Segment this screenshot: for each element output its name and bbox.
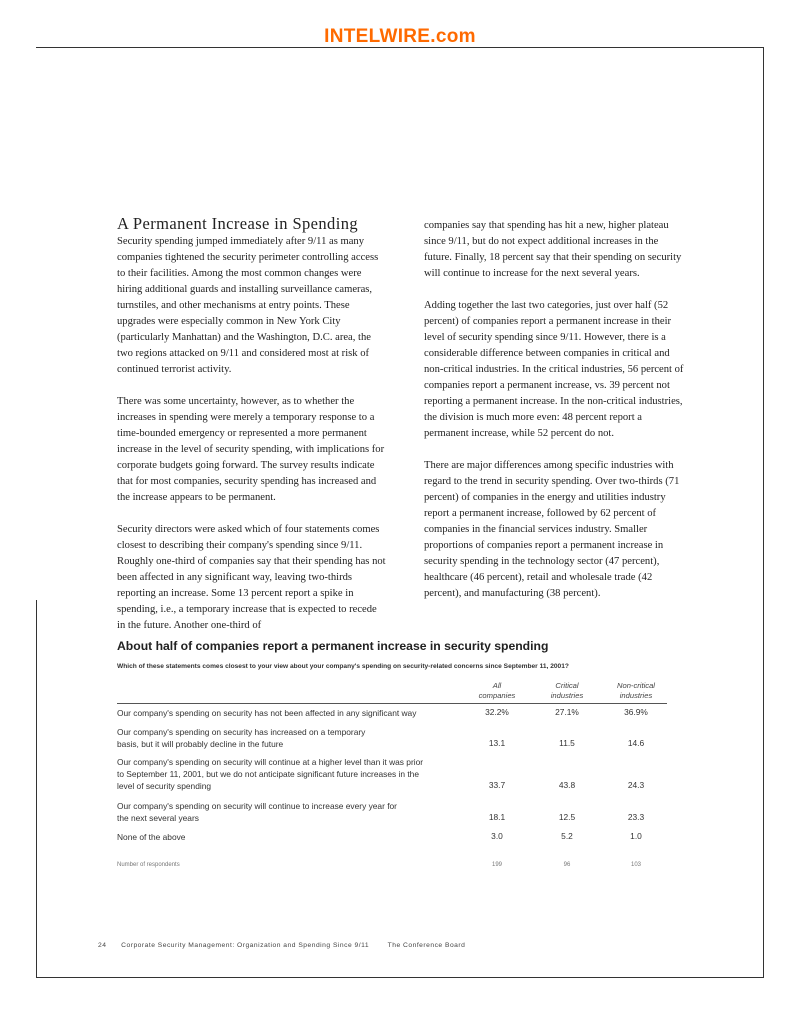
column-header-line: Critical: [555, 681, 579, 690]
column-header-non-critical: [602, 681, 670, 701]
paragraph: Security directors were asked which of four statements comes closest to describing their company's spending since 9/11. Roughly one-third of companies say that their spending has not been affected in any significant way, leaving two-thirds reporting an increase. Some 13 percent report a spike in spending, i.e., a temporary increase that is expected to recede in the future. Another one-third of: [117, 524, 386, 631]
column-header-line: All: [492, 681, 502, 690]
table-cell: 43.8: [558, 780, 576, 790]
column-header-critical: [537, 681, 597, 701]
site-banner: INTELWIRE.com: [324, 26, 476, 47]
frame-right-rule: [763, 47, 764, 977]
table-cell: 12.5: [558, 812, 576, 822]
article-heading: A Permanent Increase in Spending: [117, 214, 358, 233]
column-header-line: industries: [619, 691, 653, 700]
table-question: Which of these statements comes closest to your view about your company's spending on security-related concerns since September 11, 2001?: [117, 663, 569, 670]
table-cell: 24.3: [627, 780, 645, 790]
table-cell: 23.3: [627, 812, 645, 822]
table-cell: 36.9%: [624, 707, 648, 717]
table-cell: 5.2: [561, 831, 573, 841]
table-cell: 14.6: [627, 738, 645, 748]
page-number: 24: [98, 942, 107, 949]
table-title: About half of companies report a permanent increase in security spending: [117, 639, 549, 653]
frame-bottom-rule: [36, 977, 764, 978]
table-cell: 1.0: [630, 831, 642, 841]
paragraph: There was some uncertainty, however, as to whether the increases in spending were merely a temporary response to a time-bounded emergency or represented a more permanent increase in the level of security spending, with implications for corporate budgets going forward. The survey results indicate that for most companies, security spending has increased and the increase appears to be permanent.: [117, 396, 385, 503]
frame-top-rule: [36, 47, 763, 48]
column-header-line: companies: [478, 691, 516, 700]
paragraph: Security spending jumped immediately after 9/11 as many companies tightened the security perimeter controlling access to their facilities. Among the most common changes were hiring additional guards and installing surveillance cameras, turnstiles, and other mechanisms at entry points. These upgrades were especially common in New York City (particularly Manhattan) and the Washington, D.C. area, the two regions attacked on 9/11 and considered most at risk of continued terrorist activity.: [117, 236, 379, 375]
table-cell: 32.2%: [485, 707, 509, 717]
frame-left-rule: [36, 600, 37, 977]
table-row-label: None of the above: [117, 832, 186, 842]
respondents-count: 103: [630, 862, 641, 868]
page-footer: [98, 942, 465, 949]
respondents-count: 199: [491, 862, 502, 868]
article-right-column: [424, 218, 686, 618]
column-header-all: [467, 681, 527, 701]
column-header-line: Non-critical: [617, 681, 655, 690]
table-row-label: Our company's spending on security will continue to increase every year for the next several years: [117, 801, 397, 823]
table-cell: 27.1%: [555, 707, 579, 717]
paragraph: There are major differences among specific industries with regard to the trend in security spending. Over two-thirds (71 percent) of companies in the energy and utilities industry report a permanent increase, followed by 62 percent of companies in the financial services industry. Smaller proportions of companies report a permanent increase in security spending in the technology sector (47 percent), healthcare (46 percent), retail and wholesale trade (42 percent), and manufacturing (38 percent).: [424, 460, 680, 599]
table-row-label: Our company's spending on security has increased on a temporary basis, but it will probably decline in the future: [117, 727, 366, 749]
table-header-rule: [117, 703, 667, 704]
table-row-label: Our company's spending on security has not been affected in any significant way: [117, 708, 417, 718]
table-cell: 13.1: [488, 738, 506, 748]
respondents-label: Number of respondents: [117, 862, 180, 868]
table-cell: 18.1: [488, 812, 506, 822]
paragraph: Adding together the last two categories, just over half (52 percent) of companies report a permanent increase in their level of security spending since 9/11. However, there is a considerable difference between companies in critical and non-critical industries. In the critical industries, 56 percent of companies report a permanent increase, vs. 39 percent not reporting a permanent increase. In the non-critical industries, the division is much more even: 48 percent report a permanent increase, while 52 percent do not.: [424, 300, 684, 439]
column-header-line: industries: [550, 691, 584, 700]
respondents-count: 96: [563, 862, 571, 868]
publisher-name: The Conference Board: [387, 942, 466, 949]
article-left-column: [117, 234, 387, 650]
publication-title: Corporate Security Management: Organization and Spending Since 9/11: [121, 942, 370, 949]
table-cell: 3.0: [491, 831, 503, 841]
table-cell: 11.5: [559, 738, 575, 748]
table-cell: 33.7: [488, 780, 506, 790]
paragraph: companies say that spending has hit a new, higher plateau since 9/11, but do not expect additional increases in the future. Finally, 18 percent say that their spending on security will continue to increase for the next several years.: [424, 220, 682, 279]
table-row-label: Our company's spending on security will continue at a higher level than it was prior to September 11, 2001, but we do not anticipate significant future increases in the level of security spending: [117, 757, 424, 791]
